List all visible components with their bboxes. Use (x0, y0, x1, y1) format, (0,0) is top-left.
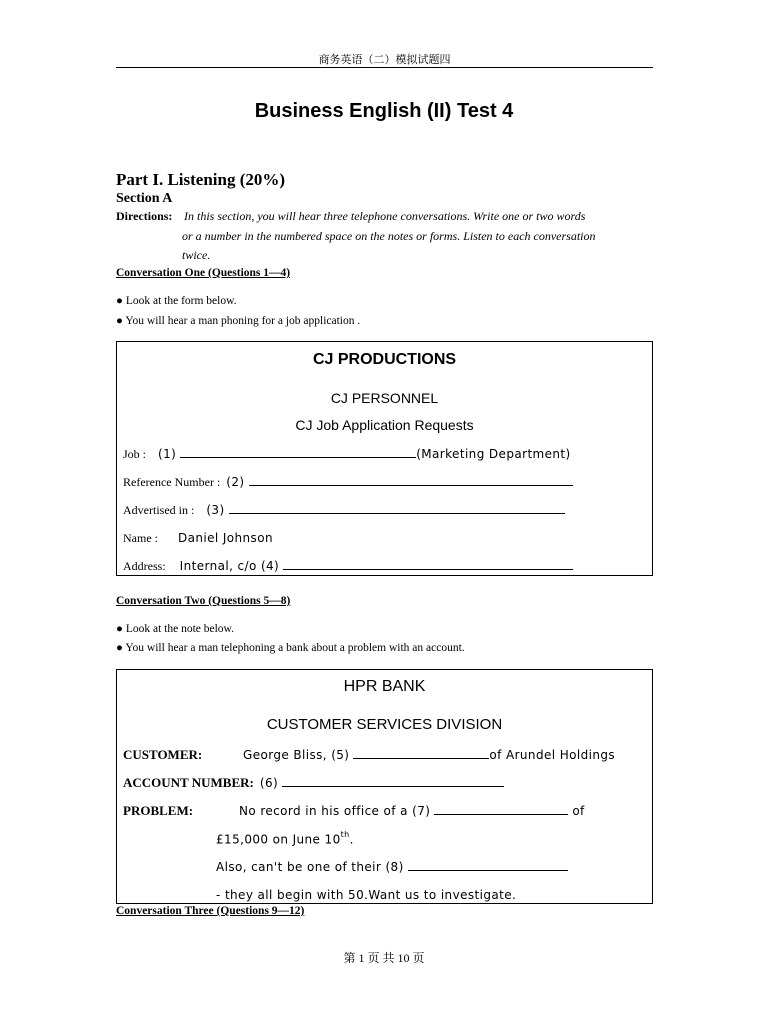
question-8-blank[interactable] (408, 859, 568, 871)
bank-name: HPR BANK (343, 678, 426, 695)
department-name: CJ PERSONNEL (330, 390, 439, 406)
problem-row-3 (216, 858, 568, 876)
conversation-three-heading: Conversation Three (Questions 9—12) (116, 905, 305, 917)
problem-line-3: Also, can't be one of their (8) (216, 860, 404, 874)
conv2-bullet-1: ● Look at the note below. (116, 623, 234, 635)
question-2-number: (2) (226, 475, 245, 489)
customer-value: George Bliss, (5) (243, 748, 350, 762)
problem-row-1 (123, 802, 585, 820)
problem-line-2-end: . (349, 832, 354, 847)
question-1-blank[interactable] (180, 446, 416, 458)
reference-label: Reference Number : (123, 475, 221, 489)
company-name: CJ PRODUCTIONS (312, 351, 457, 368)
directions-label: Directions: (116, 209, 173, 223)
question-1-number: (1) (158, 447, 177, 461)
conv1-bullet-2: ● You will hear a man phoning for a job application . (116, 315, 361, 327)
question-3-number: (3) (206, 503, 225, 517)
reference-row (123, 473, 573, 491)
directions-line-2: or a number in the numbered space on the notes or forms. Listen to each conversation (182, 229, 596, 243)
question-7-blank[interactable] (434, 803, 568, 815)
directions-line-3: twice. (182, 248, 211, 262)
question-6-number: (6) (259, 776, 279, 790)
conv1-bullet-1: ● Look at the form below. (116, 295, 237, 307)
account-number-label: ACCOUNT NUMBER: (123, 775, 254, 790)
page-footer: 第 1 页 共 10 页 (343, 951, 425, 965)
name-row (123, 529, 273, 547)
address-row (123, 557, 573, 575)
name-label: Name : (123, 531, 158, 545)
advertised-label: Advertised in : (123, 503, 195, 517)
question-2-blank[interactable] (249, 474, 573, 486)
problem-line-4: - they all begin with 50.Want us to investigate. (216, 888, 517, 902)
conversation-one-heading: Conversation One (Questions 1—4) (116, 267, 291, 279)
address-value: Internal, c/o (4) (179, 559, 280, 573)
customer-suffix: of Arundel Holdings (489, 748, 616, 762)
job-label: Job : (123, 447, 147, 461)
hpr-bank-note (116, 669, 653, 904)
problem-line-1: No record in his office of a (7) (239, 804, 431, 818)
customer-row (123, 746, 615, 764)
header-rule (116, 67, 653, 68)
part-heading: Part I. Listening (20%) (116, 170, 286, 189)
customer-label: CUSTOMER: (123, 747, 203, 762)
cj-application-form (116, 341, 653, 576)
account-row (123, 774, 504, 792)
conv2-bullet-2: ● You will hear a man telephoning a bank about a problem with an account. (116, 642, 465, 654)
question-5-blank[interactable] (353, 747, 489, 759)
directions-line-1: In this section, you will hear three telephone conversations. Write one or two words (184, 209, 586, 223)
question-6-blank[interactable] (282, 775, 504, 787)
section-heading: Section A (116, 191, 173, 206)
problem-row-4 (216, 886, 516, 904)
division-name: CUSTOMER SERVICES DIVISION (266, 716, 503, 733)
question-4-blank[interactable] (283, 558, 573, 570)
problem-line-2: £15,000 on June 10 (216, 832, 341, 847)
problem-line-2-sup: th (340, 830, 350, 839)
problem-label: PROBLEM: (123, 803, 194, 818)
page-header: 商务英语（二）模拟试题四 (318, 53, 451, 66)
conversation-two-heading: Conversation Two (Questions 5—8) (116, 595, 291, 607)
question-3-blank[interactable] (229, 502, 565, 514)
job-suffix: (Marketing Department) (416, 447, 571, 461)
advertised-row (123, 501, 565, 519)
problem-line-1-suffix: of (572, 804, 585, 818)
document-title: Business English (II) Test 4 (254, 100, 514, 122)
problem-row-2 (216, 830, 354, 848)
job-row (123, 445, 571, 463)
name-value: Daniel Johnson (178, 531, 273, 545)
address-label: Address: (123, 559, 166, 573)
form-subtitle: CJ Job Application Requests (295, 417, 474, 433)
